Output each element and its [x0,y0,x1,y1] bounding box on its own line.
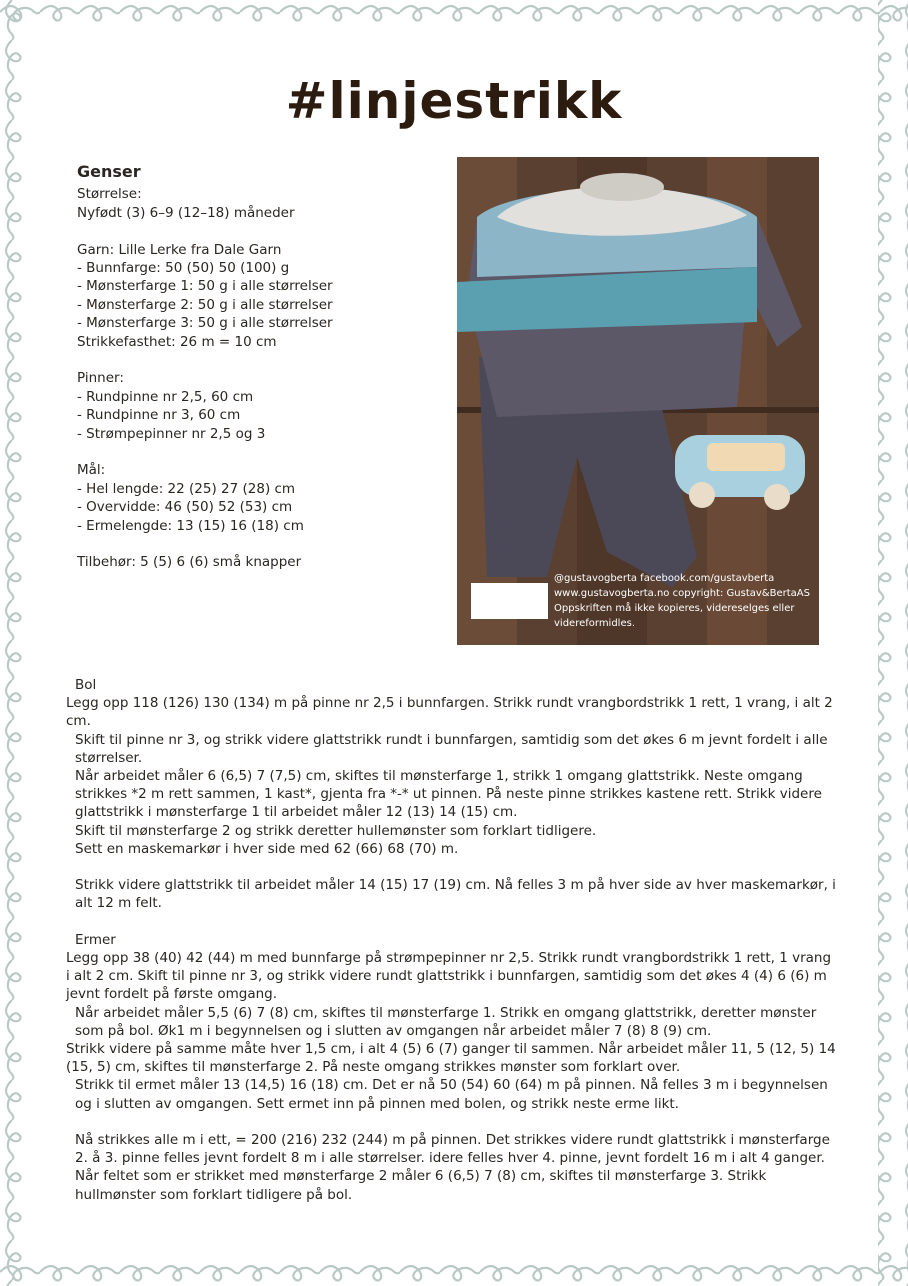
needle-item: - Rundpinne nr 2,5, 60 cm [77,388,254,405]
gauge: Strikkefasthet: 26 m = 10 cm [77,333,277,350]
bol-paragraph: Sett en maskemarkør i hver side med 62 (66) 68 (70) m. [75,840,459,857]
bol-paragraph: Legg opp 118 (126) 130 (134) m på pinne nr 2,5 i bunnfargen. Strikk rundt vrangbordstrikk 1 rett, 1 vrang, i alt 2 cm. [66,695,833,730]
accessories: Tilbehør: 5 (5) 6 (6) små knapper [77,554,302,571]
yarn-item: - Mønsterfarge 3: 50 g i alle størrelser [77,315,333,332]
bol-heading: Bol [75,677,97,693]
measure-item: - Overvidde: 46 (50) 52 (53) cm [77,499,293,516]
bol-paragraph: Skift til pinne nr 3, og strikk videre glattstrikk rundt i bunnfargen, samtidig som det økes 6 m jevnt fordelt i alle størrelser. [75,731,828,766]
ermer-paragraph: Strikk videre på samme måte hver 1,5 cm, i alt 4 (5) 6 (7) ganger til sammen. Når arbeidet måler 11, 5 (12, 5) 14 (15, 5) cm, skiftes til mønsterfarge 2. På neste omgang strikkes mønster som forklart over. [66,1041,836,1076]
yarn-item: - Bunnfarge: 50 (50) 50 (100) g [77,260,290,277]
page-title: #linjestrikk [285,72,623,130]
ermer-paragraph: Nå strikkes alle m i ett, = 200 (216) 232 (244) m på pinnen. Det strikkes videre rundt glattstrikk i mønsterfarge 2. å 3. pinne felles jevnt fordelt 8 m i alle størrelser. idere felles hver 4. pinne, jevnt fordelt 16 m i alt 4 ganger. Når feltet som er strikket med mønsterfarge 2 måler 6 (6,5) 7 (8) cm, skiftes til mønsterfarge 3. Strikk hullmønster som forklart tidligere på bol. [75,1132,830,1203]
size-value: Nyfødt (3) 6–9 (12–18) måneder [77,204,295,221]
size-label: Størrelse: [77,186,142,203]
photo-credit: @gustavogberta facebook.com/gustavberta www.gustavogberta.no copyright: Gustav&BertaAS Oppskriften må ikke kopieres, videreselges eller videreformidles. [554,573,810,629]
yarn-item: - Mønsterfarge 2: 50 g i alle størrelser [77,296,333,313]
measure-item: - Hel lengde: 22 (25) 27 (28) cm [77,480,296,497]
brand-logos [471,583,548,619]
yarn-label: Garn: Lille Lerke fra Dale Garn [77,241,282,258]
ermer-heading: Ermer [75,931,116,948]
needle-item: - Strømpepinner nr 2,5 og 3 [77,425,266,442]
needle-item: - Rundpinne nr 3, 60 cm [77,407,241,424]
measure-item: - Ermelengde: 13 (15) 16 (18) cm [77,517,304,534]
yarn-item: - Mønsterfarge 1: 50 g i alle størrelser [77,278,333,295]
ermer-paragraph: Strikk til ermet måler 13 (14,5) 16 (18) cm. Det er nå 50 (54) 60 (64) m på pinnen. Nå felles 3 m i begynnelsen og i slutten av omgangen. Sett ermet inn på pinnen med bolen, og strikk neste erme likt. [75,1077,828,1112]
bol-paragraph: Strikk videre glattstrikk til arbeidet måler 14 (15) 17 (19) cm. Nå felles 3 m på hver side av hver maskemarkør, i alt 12 m felt. [75,877,836,912]
spec-heading: Genser [77,162,141,181]
bol-paragraph: Skift til mønsterfarge 2 og strikk deretter hullemønster som forklart tidligere. [75,822,597,839]
product-photo [457,157,819,645]
pattern-specifications [77,163,437,572]
bol-paragraph: Når arbeidet måler 6 (6,5) 7 (7,5) cm, skiftes til mønsterfarge 1, strikk 1 omgang glattstrikk. Neste omgang strikkes *2 m rett sammen, 1 kast*, gjenta fra *-* ut pinnen. På neste pinne strikkes kastene rett. Strikk videre glattstrikk i mønsterfarge 1 til arbeidet måler 12 (13) 14 (15) cm. [75,768,822,821]
ermer-paragraph: Legg opp 38 (40) 42 (44) m med bunnfarge på strømpepinner nr 2,5. Strikk rundt vrangbordstrikk 1 rett, 1 vrang i alt 2 cm. Skift til pinne nr 3, og strikk videre rundt glattstrikk i bunnfargen, samtidig som det økes 4 (4) 6 (6) m jevnt fordelt på første omgang. [66,950,832,1003]
instructions [66,676,836,1204]
needles-label: Pinner: [77,370,124,387]
ermer-paragraph: Når arbeidet måler 5,5 (6) 7 (8) cm, skiftes til mønsterfarge 1. Strikk en omgang glattstrikk, deretter mønster som på bol. Øk1 m i begynnelsen og i slutten av omgangen når arbeidet måler 7 (8) 8 (9) cm. [75,1004,817,1039]
measure-label: Mål: [77,462,106,479]
